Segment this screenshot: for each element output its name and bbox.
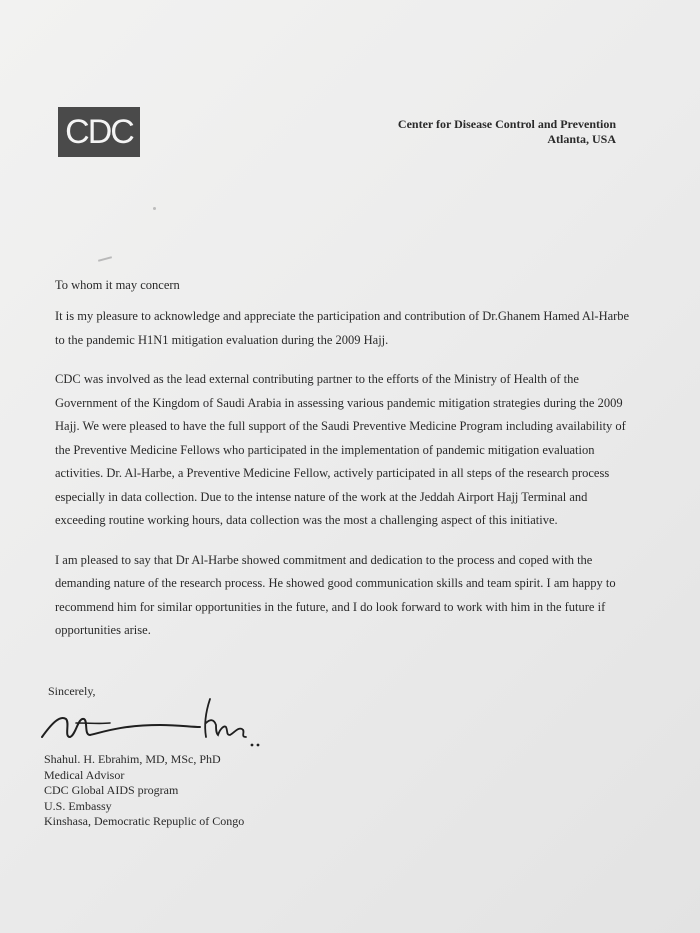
handwritten-signature — [40, 693, 270, 755]
salutation: To whom it may concern — [55, 278, 180, 292]
paper-mark — [153, 207, 156, 210]
signature-block — [44, 752, 244, 830]
signatory-program: CDC Global AIDS program — [44, 783, 179, 797]
letterhead — [398, 117, 616, 147]
paper-mark — [98, 256, 112, 262]
signatory-city: Kinshasa, Democratic Repuplic of Congo — [44, 814, 245, 828]
paragraph-1: It is my pleasure to acknowledge and appreciate the participation and contribution of Dr.Ghanem Hamed Al-Harbe to the pandemic H1N1 mitigation evaluation during the 2009 Hajj. — [55, 309, 630, 347]
signatory-title: Medical Advisor — [44, 767, 125, 782]
organization-name: Center for Disease Control and Prevention — [397, 117, 616, 131]
paragraph-3: I am pleased to say that Dr Al-Harbe showed commitment and dedication to the process and coped with the demanding nature of the research process. He showed good communication skills and team spirit. I am happy to recommend him for similar opportunities in the future, and I do look forward to work with him in the future if opportunities arise. — [55, 552, 616, 637]
signatory-office: U.S. Embassy — [44, 798, 112, 813]
signatory-name: Shahul. H. Ebrahim, MD, MSc, PhD — [44, 752, 221, 766]
letter-body — [55, 278, 640, 659]
closing: Sincerely, — [48, 684, 96, 698]
paragraph-2: CDC was involved as the lead external contributing partner to the efforts of the Ministry of Health of the Government of the Kingdom of Saudi Arabia in assessing various pandemic mitigation strategies during the 2009 Hajj. We were pleased to have the full support of the Saudi Preventive Medicine Program including availability of the Preventive Medicine Fellows who participated in the implementation of pandemic mitigation evaluation activities. Dr. Al-Harbe, a Preventive Medicine Fellow, actively participated in all steps of the research process especially in data collection. Due to the intense nature of the work at the Jeddah Airport Hajj Terminal and exceeding routine working hours, data collection was the most a challenging aspect of this initiative. — [55, 372, 626, 527]
organization-location: Atlanta, USA — [547, 132, 616, 146]
cdc-logo: CDC — [58, 107, 140, 157]
